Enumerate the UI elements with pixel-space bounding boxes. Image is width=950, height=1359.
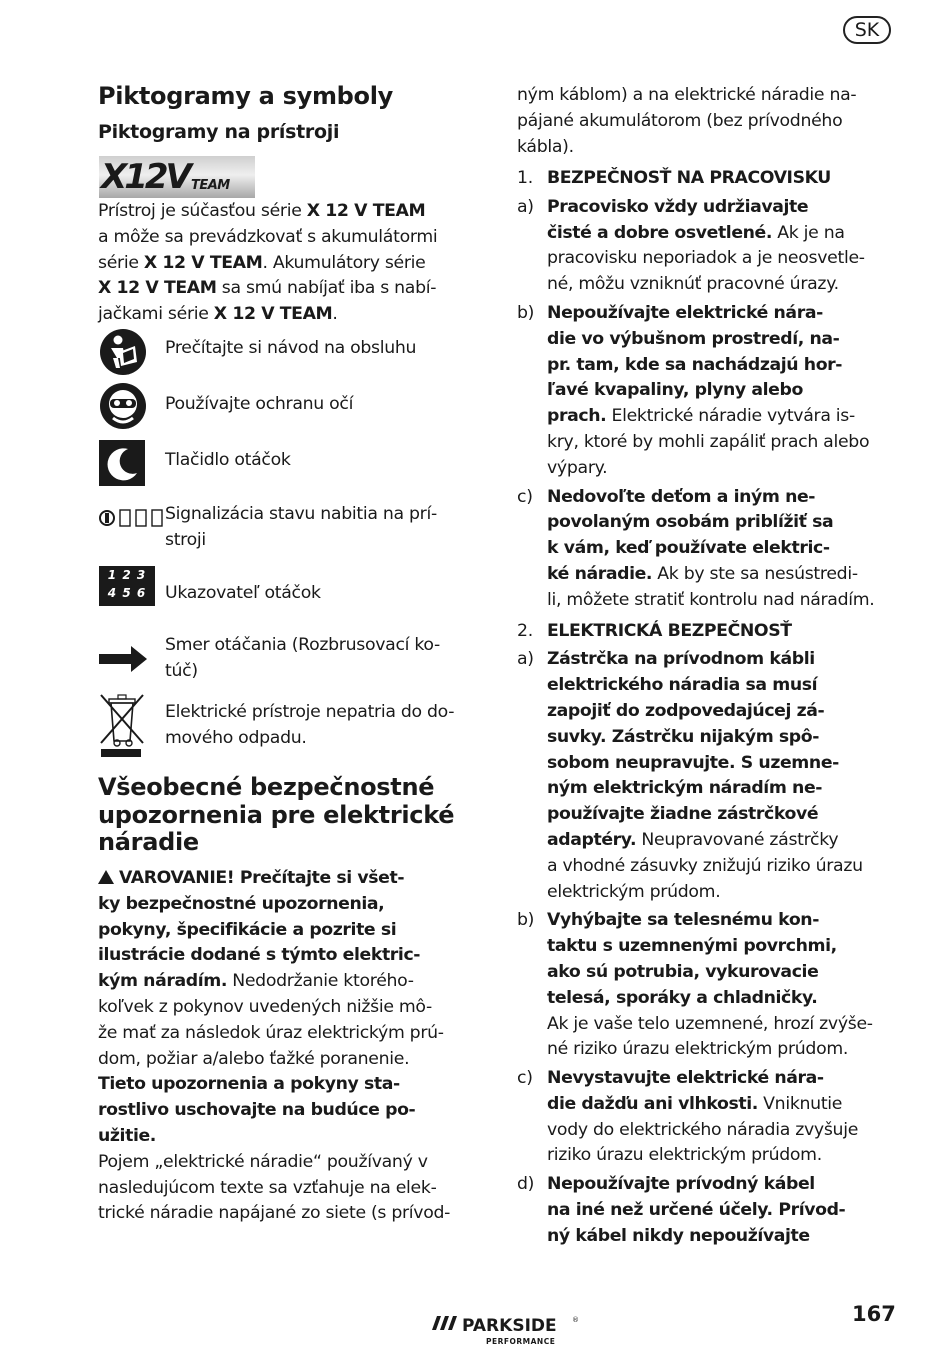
logo-team-text: TEAM: [191, 178, 230, 193]
symbol-label-battery-level: Signalizácia stavu nabitia na prí- stroji: [165, 504, 437, 550]
series-paragraph: Prístroj je súčasťou série X 12 V TEAM a môže sa prevádzkovať s akumulátormi série X 12 V TEAM. Akumulátory série X 12 V TEAM sa smú nabíjať iba s nabí- jačkami série X 12 V TEAM.: [98, 201, 438, 325]
x12v-team-logo: [99, 156, 255, 198]
safety-item: a) Pracovisko vždy udržiavajte čisté a dobre osvetlené. Ak je na pracovisku neporiadok a je neosvetle- né, môžu vzniknúť pracovné úrazy.: [517, 196, 865, 295]
safety-item: a) Zástrčka na prívodnom kábli elektrického náradia sa musí zapojiť do zodpovedajúcej zá- suvky. Zástrčku nijakým spô- sobom neupravujte. S uzemne- ným elektrickým náradím ne- používajte žiadne zástrčkové adaptéry. Neupravované zástrčky a vhodné zásuvky znižujú riziko úrazu elektrickým prúdom.: [517, 649, 863, 902]
item-marker: c): [517, 1068, 533, 1089]
speed-button-icon: [99, 440, 145, 486]
item-marker: a): [517, 649, 534, 670]
safety-item: b) Vyhýbajte sa telesnému kon- taktu s uzemnenými povrchmi, ako sú potrubia, vykurovacie telesá, sporáky a chladničky. Ak je vaše telo uzemnené, hrozí zvýše- né riziko úrazu elektrickým prúdom.: [517, 910, 873, 1060]
brand-name: PARKSIDE: [462, 1316, 557, 1336]
brand-sub: PERFORMANCE: [486, 1337, 556, 1346]
safety-sections: [517, 166, 897, 1250]
section-number: 1.: [517, 168, 533, 188]
symbol-label-read-manual: Prečítajte si návod na obsluhu: [165, 338, 417, 358]
symbol-label-eye-protection: Používajte ochranu očí: [165, 394, 354, 414]
section-title: ELEKTRICKÁ BEZPEČNOSŤ: [547, 620, 792, 641]
weee-bin-icon: [99, 693, 145, 759]
parkside-logo: [430, 1314, 590, 1350]
safety-item: c) Nevystavujte elektrické nára- die dažďu ani vlhkosti. Vniknutie vody do elektrického náradia zvyšuje riziko úrazu elektrickým prúdom.: [517, 1068, 859, 1166]
brand-reg-mark: ®: [572, 1316, 579, 1324]
read-manual-icon: [99, 328, 147, 376]
warning-paragraph: VAROVANIE! Prečítajte si všet- ky bezpečnostné upozornenia, pokyny, špecifikácie a pozrite si ilustrácie dodané s týmto elektric- kým náradím. Nedodržanie ktorého- koľvek z pokynov uvedených nižšie mô- že mať za následok úraz elektrickým prú- dom, požiar a/alebo ťažké poranenie. Tieto upozornenia a pokyny sta- rostlivo uschovajte na budúce po- užitie. Pojem „elektrické náradie“ používaný v nasledujúcom texte sa vzťahuje na elek- trické náradie napájané zo siete (s prívod-: [98, 868, 451, 1224]
page-number: 167: [852, 1302, 896, 1326]
item-marker: b): [517, 302, 535, 323]
warning-triangle-icon: [98, 870, 114, 884]
safety-item: d) Nepoužívajte prívodný kábel na iné než určené účely. Prívod- ný kábel nikdy nepoužívajte: [517, 1174, 846, 1246]
safety-item: c) Nedovoľte deťom a iným ne- povolaným osobám priblížiť sa k vám, keď používate elektric- ké náradie. Ak by ste sa nesústredi- li, môžete stratiť kontrolu nad náradím.: [517, 486, 875, 610]
section-number: 2.: [517, 620, 533, 641]
speed-display-icon: [99, 566, 155, 606]
item-marker: d): [517, 1174, 535, 1195]
safety-item: b) Nepoužívajte elektrické nára- die vo výbušnom prostredí, na- pr. tam, kde sa nachádzajú hor- ľavé kvapaliny, plyny alebo prach. Elektrické náradie vytvára is- kry, ktoré by mohli zapáliť prach alebo výpary.: [517, 302, 870, 478]
language-badge: SK: [843, 16, 891, 44]
symbol-label-speed-button: Tlačidlo otáčok: [165, 450, 291, 470]
eye-protection-icon: [99, 382, 147, 430]
rotation-arrow-icon: [99, 645, 147, 673]
item-marker: a): [517, 196, 534, 217]
safety-section-title: Všeobecné bezpečnostné upozornenia pre elektrické náradie: [98, 773, 455, 856]
display-row-2: 4 5 6: [107, 586, 147, 600]
symbol-label-weee: Elektrické prístroje nepatria do do- mového odpadu.: [165, 702, 455, 748]
section-heading: [517, 619, 897, 645]
section-title: BEZPEČNOSŤ NA PRACOVISKU: [547, 168, 831, 188]
section-title-pictograms: Piktogramy a symboly: [98, 82, 393, 110]
subtitle-device-pictograms: Piktogramy na prístroji: [98, 121, 340, 143]
logo-main-text: X12V: [101, 157, 189, 197]
symbol-label-rotation: Smer otáčania (Rozbrusovací ko- túč): [165, 635, 440, 681]
display-row-1: 1 2 3: [107, 568, 147, 582]
intro-continuation: ným káblom) a na elektrické náradie na- pájané akumulátorom (bez prívodného kábla).: [517, 85, 857, 157]
section-heading: [517, 166, 897, 192]
symbol-label-speed-display: Ukazovateľ otáčok: [165, 583, 321, 603]
item-marker: c): [517, 486, 533, 507]
item-marker: b): [517, 910, 535, 931]
battery-level-icon: [99, 507, 165, 529]
